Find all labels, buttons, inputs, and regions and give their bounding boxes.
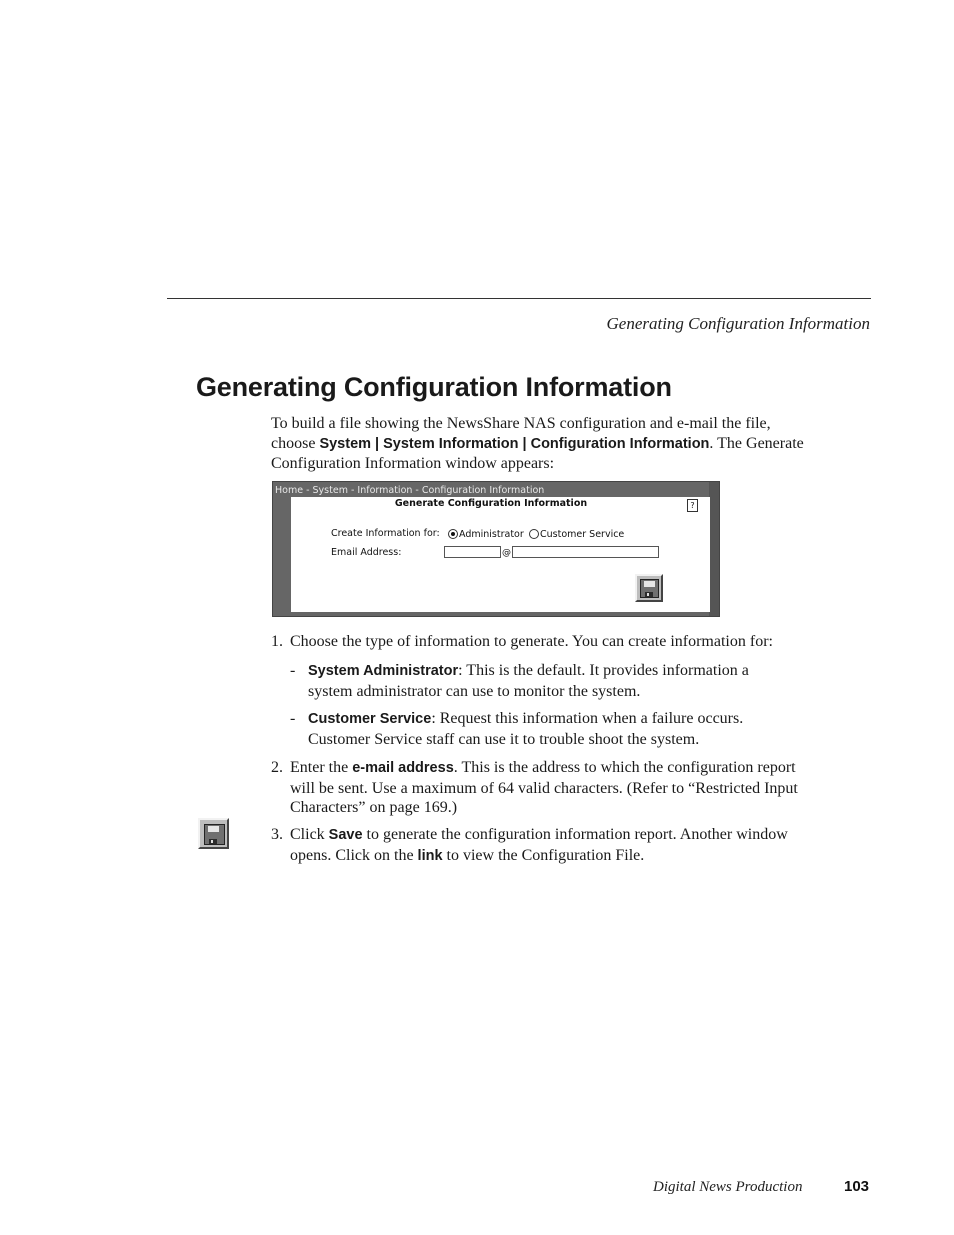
step-2-text <box>290 758 815 818</box>
footer-title: Digital News Production <box>653 1179 803 1195</box>
at-sign: @ <box>502 548 511 558</box>
customer-service-term: Customer Service <box>308 711 432 727</box>
sub-2-desc: : Request this information when a failure occurs. Customer Service staff can use it to trouble shoot the system. <box>308 710 744 748</box>
save-button[interactable] <box>635 574 663 602</box>
sub-1-desc: : This is the default. It provides information a system administrator can use to monitor the system. <box>308 662 749 700</box>
radio-administrator-label: Administrator <box>459 529 524 540</box>
sub-2-dash: - <box>290 710 296 727</box>
panel-title: Generate Configuration Information <box>394 498 588 509</box>
step-1-text: Choose the type of information to generate. You can create information for: <box>290 633 773 650</box>
step-2-pre: Enter the <box>290 759 353 776</box>
email-address-term: e-mail address <box>352 760 454 776</box>
menu-path: System | System Information | Configuration Information <box>319 435 710 452</box>
system-admin-term: System Administrator <box>308 663 459 679</box>
floppy-disk-icon <box>204 824 225 845</box>
step-3 <box>271 825 816 865</box>
email-domain-field[interactable] <box>512 546 659 558</box>
email-user-field[interactable] <box>444 546 501 558</box>
sub-2-text <box>308 709 788 749</box>
link-term: link <box>417 847 443 864</box>
radio-administrator[interactable] <box>448 529 458 539</box>
sub-1-dash: - <box>290 662 296 679</box>
window-edge <box>709 482 719 616</box>
sub-item-customer-service <box>290 709 790 749</box>
running-head: Generating Configuration Information <box>606 314 870 333</box>
floppy-disk-icon <box>640 579 659 598</box>
step-2-desc: . This is the address to which the configuration report will be sent. Use a maximum of 64 valid characters. (Refer to “Restricted Input Characters” on page 169.) <box>290 759 798 816</box>
step-2-number: 2. <box>271 759 283 776</box>
sub-item-system-admin <box>290 661 790 701</box>
intro-text-1: To build a file showing the NewsShare NAS configuration and e-mail the file, choose <box>271 415 771 452</box>
step-2 <box>271 758 816 818</box>
create-info-label: Create Information for: <box>331 528 440 539</box>
page-number: 103 <box>844 1178 870 1195</box>
radio-customer-service[interactable] <box>529 529 539 539</box>
config-window-screenshot <box>272 481 720 617</box>
save-term: Save <box>328 827 363 843</box>
section-title: Generating Configuration Information <box>196 372 672 402</box>
header-rule <box>167 298 871 299</box>
step-3-text <box>290 825 815 866</box>
step-3-pre: Click <box>290 826 329 843</box>
step-1 <box>271 632 816 652</box>
breadcrumb[interactable]: Home - System - Information - Configuration Information <box>275 485 545 496</box>
intro-text-2: . The Generate Configuration Information window appears: <box>271 434 804 472</box>
config-panel <box>291 497 710 612</box>
email-label: Email Address: <box>331 547 402 558</box>
sub-1-text <box>308 661 788 701</box>
radio-customer-service-label: Customer Service <box>540 529 625 540</box>
step-3-mid: to generate the configuration information report. Another window opens. Click on the <box>290 826 788 864</box>
step-3-number: 3. <box>271 826 283 843</box>
help-icon[interactable]: ? <box>687 499 698 512</box>
margin-save-icon <box>198 818 229 849</box>
intro-paragraph <box>271 414 816 474</box>
step-3-post: to view the Configuration File. <box>442 846 645 864</box>
step-1-number: 1. <box>271 633 283 650</box>
